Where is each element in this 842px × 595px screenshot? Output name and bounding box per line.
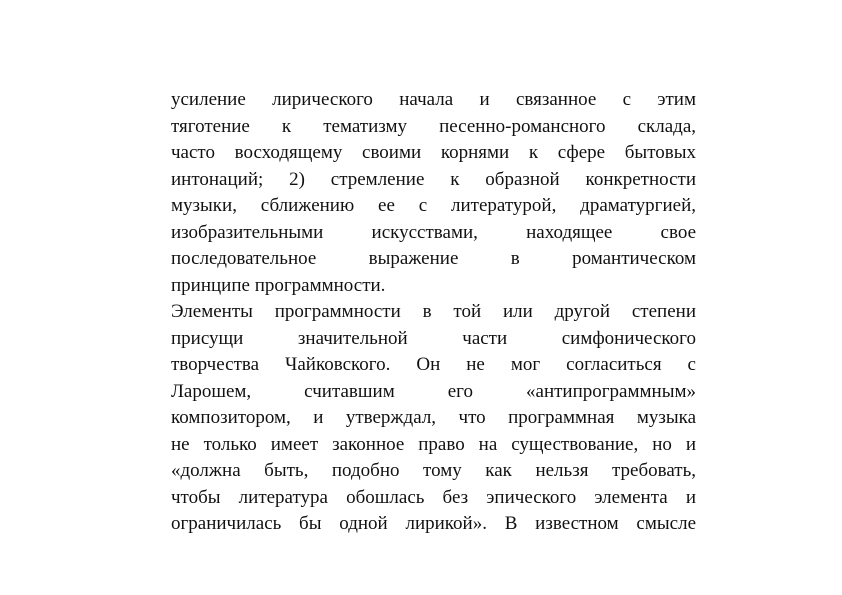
text-line: Элементы программности в той или другой степени xyxy=(171,301,696,322)
text-line: музыки, сближению ее с литературой, драматургией, xyxy=(171,195,696,216)
text-line: не только имеет законное право на существование, но и xyxy=(171,433,696,455)
text-line: творчества Чайковского. Он не мог согласиться с xyxy=(171,354,696,375)
text-line: композитором, и утверждал, что программная музыка xyxy=(171,407,696,428)
text-line: присущи значительной части симфонического xyxy=(171,327,696,349)
body-text xyxy=(171,87,696,538)
text-line: тяготение к тематизму песенно-романсного склада, xyxy=(171,115,696,137)
text-line: изобразительными искусствами, находящее свое xyxy=(171,221,696,243)
text-line: часто восходящему своими корнями к сфере бытовых xyxy=(171,142,696,163)
text-line: ограничилась бы одной лирикой». В известном смысле xyxy=(171,513,696,534)
text-line: «должна быть, подобно тому как нельзя требовать, xyxy=(171,460,696,481)
text-line: принципе программности. xyxy=(171,274,386,296)
text-line: Ларошем, считавшим его «антипрограммным» xyxy=(171,380,696,402)
text-line: интонаций; 2) стремление к образной конкретности xyxy=(171,168,696,190)
text-line: усиление лирического начала и связанное с этим xyxy=(171,89,696,110)
text-line: последовательное выражение в романтическом xyxy=(171,248,696,269)
text-line: чтобы литература обошлась без эпического элемента и xyxy=(171,486,696,508)
